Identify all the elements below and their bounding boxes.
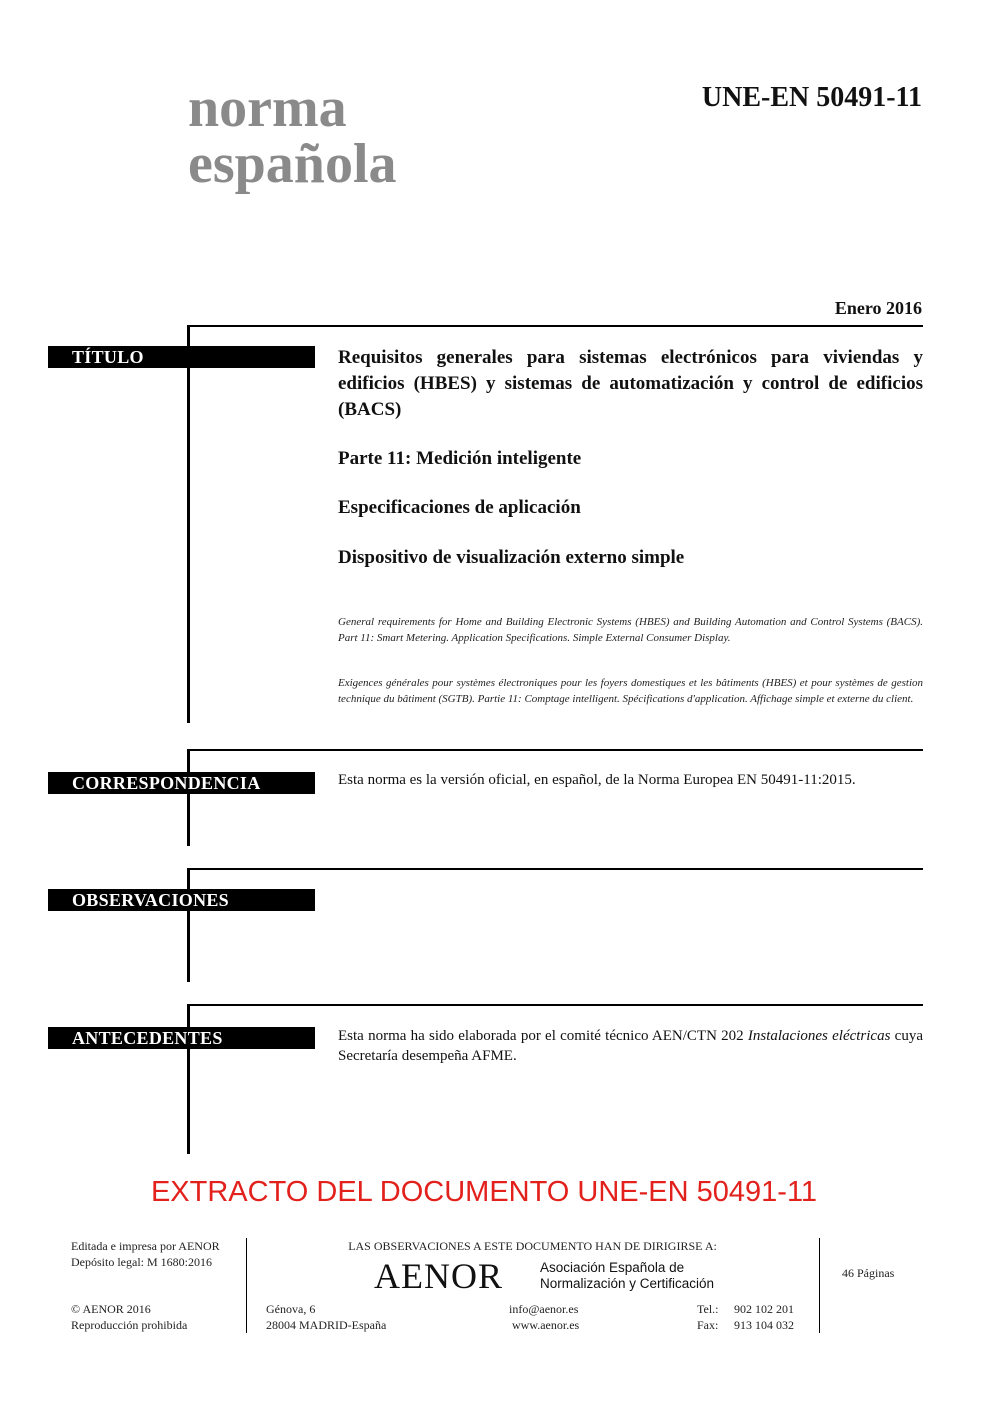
- label-observaciones: OBSERVACIONES: [48, 889, 315, 911]
- footer-address-line2: 28004 MADRID-España: [266, 1318, 387, 1332]
- footer-phone: [697, 1301, 794, 1333]
- footer-publisher: [71, 1238, 220, 1270]
- footer-fax-label: Fax:: [697, 1318, 719, 1332]
- title-part: Parte 11: Medición inteligente: [338, 448, 582, 469]
- aenor-org-line2: Normalización y Certificación: [540, 1276, 715, 1291]
- correspondencia-text: Esta norma es la versión oficial, en español, de la Norma Europea EN 50491-11:2015.: [338, 772, 856, 788]
- title-english: General requirements for Home and Building Electronic Systems (HBES) and Building Automation and Control Systems (BACS). Part 11: Smart Metering. Application Specifications. Simple External Consumer Display.: [338, 616, 923, 644]
- antecedentes-text: [338, 1026, 923, 1066]
- antecedentes-text-after: cuya Secretaría desempeña AFME.: [338, 1028, 923, 1064]
- titulo-content: [338, 345, 923, 423]
- section-divider-correspondencia: [188, 749, 923, 751]
- footer-tel: 902 102 201: [734, 1302, 794, 1316]
- title-device: Dispositivo de visualización externo simple: [338, 547, 685, 568]
- antecedentes-text-before: Esta norma ha sido elaborada por el comité técnico AEN/CTN 202: [338, 1028, 748, 1044]
- section-vrule-correspondencia: [187, 749, 190, 846]
- footer-address: [266, 1301, 386, 1333]
- aenor-org-name: [540, 1260, 714, 1292]
- antecedentes-text-italic: Instalaciones eléctricas: [747, 1028, 891, 1044]
- footer-page-count: 46 Páginas: [842, 1266, 895, 1280]
- section-divider-titulo: [188, 325, 923, 327]
- footer-deposito: Depósito legal: M 1680:2016: [71, 1255, 212, 1269]
- label-correspondencia: CORRESPONDENCIA: [48, 772, 315, 794]
- footer-edited: Editada e impresa por AENOR: [71, 1239, 220, 1253]
- footer-rights: [71, 1301, 187, 1333]
- section-divider-antecedentes: [188, 1004, 923, 1006]
- label-antecedentes: ANTECEDENTES: [48, 1027, 315, 1049]
- footer-divider-right: [819, 1238, 820, 1333]
- extract-watermark: EXTRACTO DEL DOCUMENTO UNE-EN 50491-11: [150, 1176, 818, 1208]
- brand-line1: norma: [188, 77, 347, 139]
- standard-code: UNE-EN 50491-11: [701, 82, 922, 113]
- footer-web[interactable]: www.aenor.es: [512, 1318, 580, 1332]
- footer-fax: 913 104 032: [734, 1318, 794, 1332]
- footer-copyright: © AENOR 2016: [71, 1302, 151, 1316]
- label-titulo: TÍTULO: [48, 346, 315, 368]
- aenor-org-line1: Asociación Española de: [540, 1260, 685, 1275]
- title-french: Exigences générales pour systèmes électroniques pour les foyers domestiques et les bâtiments (HBES) et pour systèmes de gestion technique du bâtiment (SGTB). Partie 11: Comptage intelligent. Spécifications d'application. Affichage simple et externe du client.: [338, 677, 923, 705]
- brand-title: [188, 77, 397, 195]
- footer-email[interactable]: info@aenor.es: [509, 1302, 579, 1316]
- footer-reproduction: Reproducción prohibida: [71, 1318, 188, 1332]
- aenor-logo: AENOR: [374, 1256, 503, 1296]
- footer-observations-header: LAS OBSERVACIONES A ESTE DOCUMENTO HAN DE DIRIGIRSE A:: [348, 1239, 717, 1253]
- section-vrule-titulo: [187, 325, 190, 723]
- footer-address-line1: Génova, 6: [266, 1302, 316, 1316]
- section-divider-observaciones: [188, 868, 923, 870]
- publication-date: Enero 2016: [834, 298, 922, 318]
- footer-tel-label: Tel.:: [697, 1302, 719, 1316]
- brand-line2: española: [188, 133, 397, 195]
- title-main: Requisitos generales para sistemas electrónicos para viviendas y edificios (HBES) y sistemas de automatización y control de edificios (BACS): [338, 347, 923, 420]
- footer-contact: [509, 1301, 579, 1333]
- title-spec: Especificaciones de aplicación: [338, 497, 581, 518]
- section-vrule-observaciones: [187, 868, 190, 982]
